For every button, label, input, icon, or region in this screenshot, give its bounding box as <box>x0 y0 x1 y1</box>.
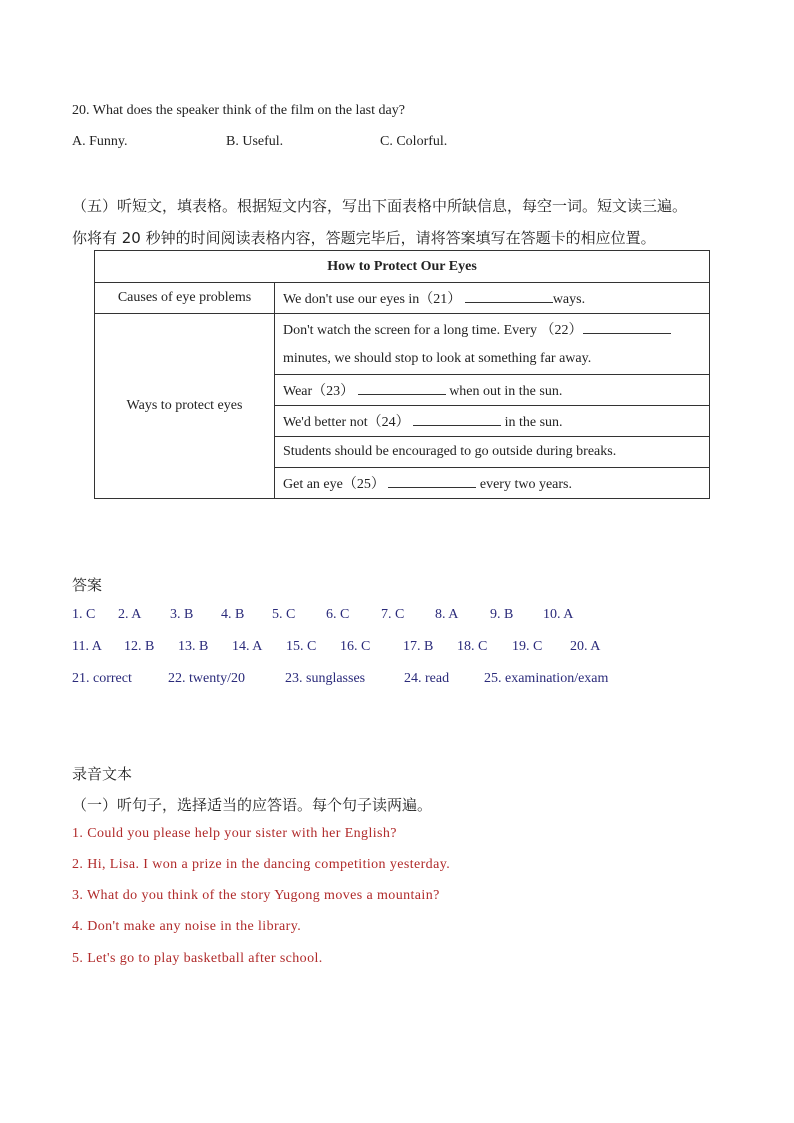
answer-17: 17. B <box>403 639 434 654</box>
option-b: B. Useful. <box>226 134 284 149</box>
section5-instruction-1: （五）听短文，填表格。根据短文内容，写出下面表格中所缺信息，每空一词。短文读三遍。 <box>72 197 688 215</box>
ways-label: Ways to protect eyes <box>95 314 275 499</box>
answer-6: 6. C <box>326 607 350 622</box>
answers-heading: 答案 <box>72 576 103 594</box>
row21-text-b: ways. <box>552 292 586 307</box>
row24-text-a: We'd better not（24） <box>283 415 410 430</box>
answer-12: 12. B <box>124 639 155 654</box>
row22-text-a: Don't watch the screen for a long time. Every （22） <box>283 323 583 338</box>
transcript-sentence-1: 1. Could you please help your sister with her English? <box>72 826 397 841</box>
answer-16: 16. C <box>340 639 371 654</box>
table-row-students: Students should be encouraged to go outside during breaks. <box>275 437 710 468</box>
answer-8: 8. A <box>435 607 459 622</box>
answer-23: 23. sunglasses <box>285 671 366 686</box>
row25-text-b: every two years. <box>479 477 572 492</box>
blank-24[interactable] <box>413 413 501 426</box>
eyes-table <box>94 250 710 499</box>
option-c: C. Colorful. <box>380 134 448 149</box>
blank-23[interactable] <box>358 382 446 395</box>
table-row-25 <box>275 468 710 499</box>
answer-10: 10. A <box>543 607 574 622</box>
blank-22[interactable] <box>583 321 671 334</box>
row24-text-b: in the sun. <box>504 415 563 430</box>
answer-24: 24. read <box>404 671 450 686</box>
row25-text-a: Get an eye（25） <box>283 477 385 492</box>
answer-25: 25. examination/exam <box>484 671 609 686</box>
answer-2: 2. A <box>118 607 142 622</box>
transcript-sentence-3: 3. What do you think of the story Yugong moves a mountain? <box>72 888 440 903</box>
table-row-21 <box>275 283 710 314</box>
answer-11: 11. A <box>72 639 102 654</box>
causes-label: Causes of eye problems <box>95 283 275 314</box>
transcript-sentence-4: 4. Don't make any noise in the library. <box>72 919 302 934</box>
table-row-24 <box>275 406 710 437</box>
answer-15: 15. C <box>286 639 317 654</box>
answer-20: 20. A <box>570 639 601 654</box>
transcript-heading: 录音文本 <box>72 765 133 783</box>
blank-25[interactable] <box>388 475 476 488</box>
transcript-sentence-2: 2. Hi, Lisa. I won a prize in the dancing competition yesterday. <box>72 857 451 872</box>
answer-18: 18. C <box>457 639 488 654</box>
table-title: How to Protect Our Eyes <box>95 251 710 283</box>
row23-text-a: Wear（23） <box>283 384 355 399</box>
answer-7: 7. C <box>381 607 405 622</box>
table-row-22 <box>275 314 710 345</box>
answer-14: 14. A <box>232 639 263 654</box>
answer-21: 21. correct <box>72 671 132 686</box>
answer-3: 3. B <box>170 607 194 622</box>
row21-text-a: We don't use our eyes in（21） <box>283 292 462 307</box>
answer-4: 4. B <box>221 607 245 622</box>
answer-9: 9. B <box>490 607 514 622</box>
answer-5: 5. C <box>272 607 296 622</box>
row22-text-b: minutes, we should stop to look at something far away. <box>283 351 592 366</box>
option-a: A. Funny. <box>72 134 128 149</box>
transcript-sentence-5: 5. Let's go to play basketball after school. <box>72 951 323 966</box>
answer-13: 13. B <box>178 639 209 654</box>
blank-21[interactable] <box>465 290 553 303</box>
row23-text-b: when out in the sun. <box>449 384 563 399</box>
answer-22: 22. twenty/20 <box>168 671 245 686</box>
table-row-23 <box>275 375 710 406</box>
answer-1: 1. C <box>72 607 96 622</box>
section5-instruction-2: 你将有 20 秒钟的时间阅读表格内容，答题完毕后，请将答案填写在答题卡的相应位置。 <box>72 229 656 247</box>
transcript-section-1: （一）听句子，选择适当的应答语。每个句子读两遍。 <box>72 796 433 814</box>
answer-19: 19. C <box>512 639 543 654</box>
question-20: 20. What does the speaker think of the film on the last day? <box>72 103 405 118</box>
table-row-22-cont <box>275 344 710 375</box>
